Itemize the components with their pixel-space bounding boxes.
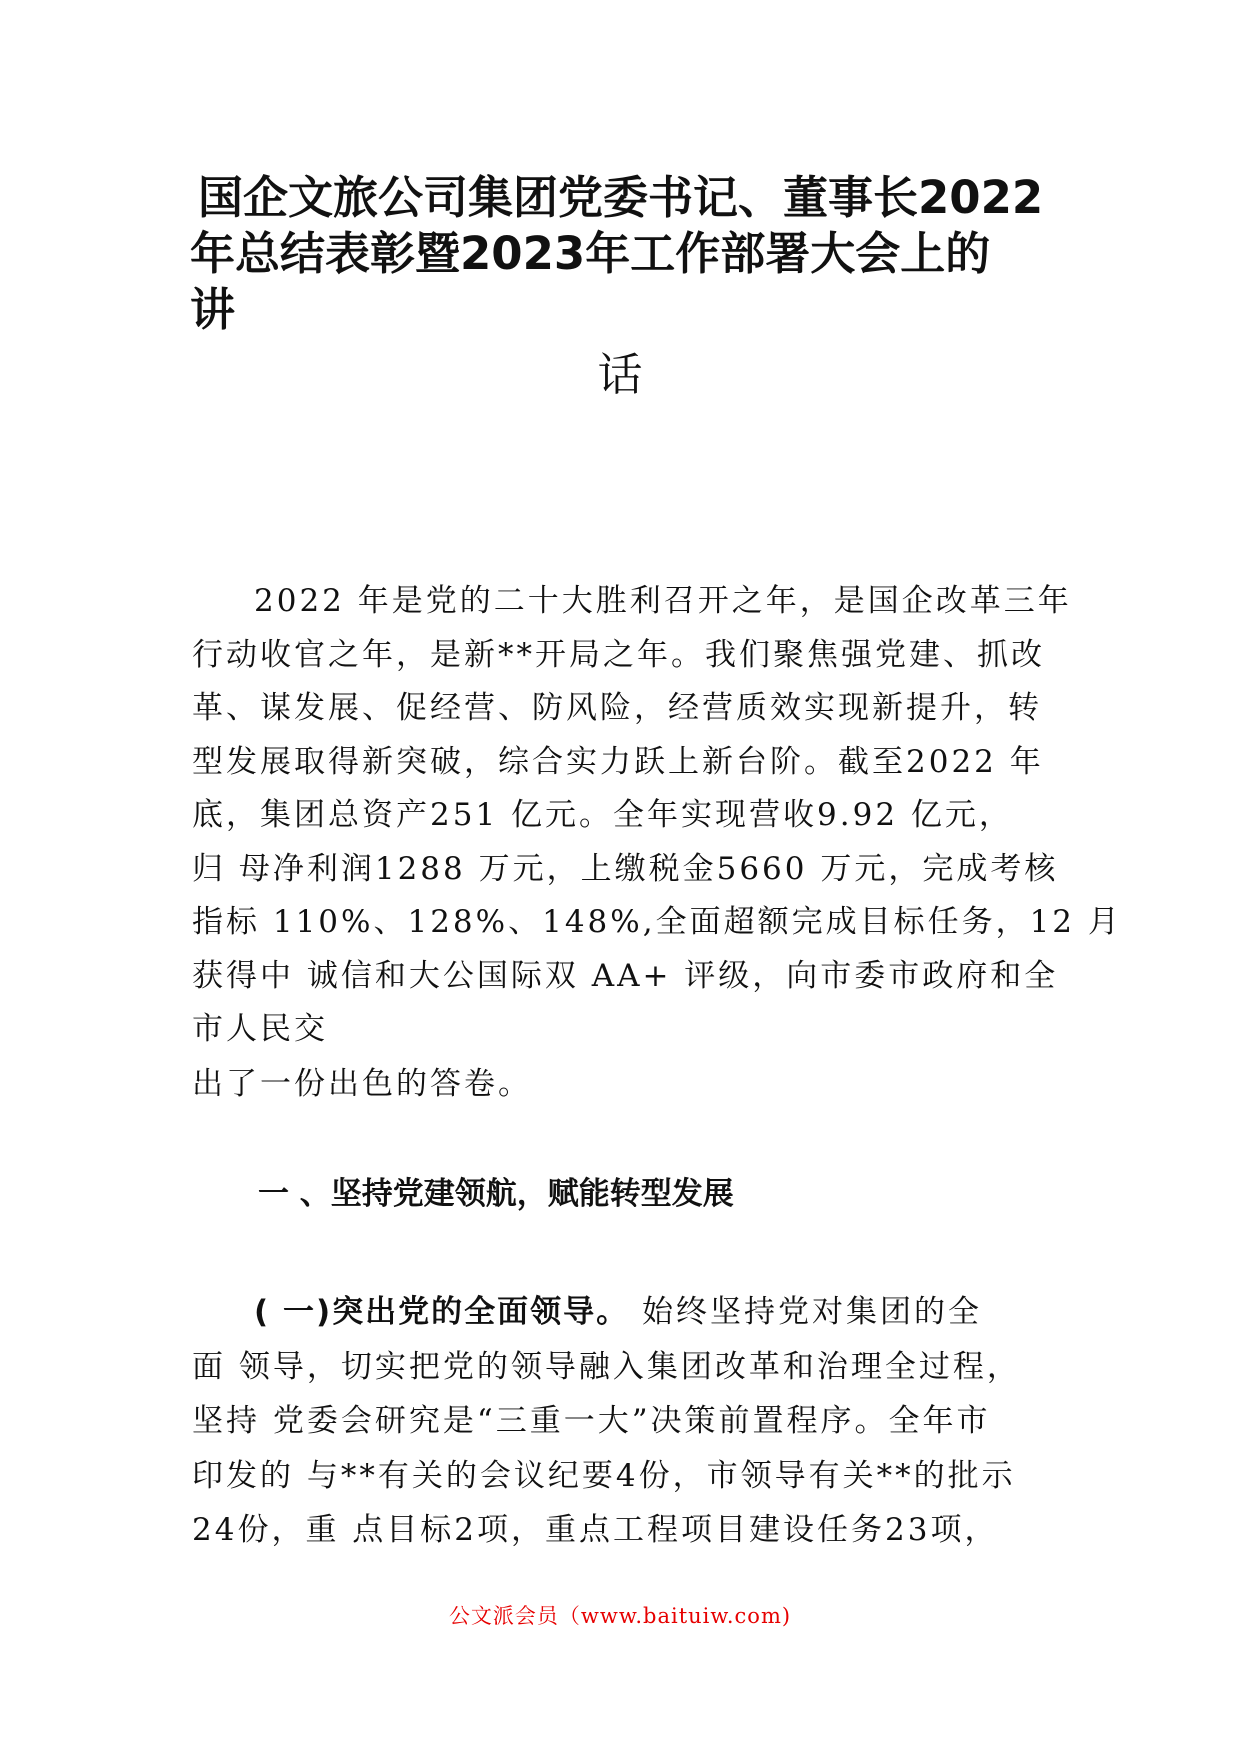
document-title: [190, 170, 1070, 338]
paragraph-line: 行动收官之年，是新**开局之年。我们聚焦强党建、抓改: [192, 636, 1045, 673]
paragraph-line: 面 领导，切实把党的领导融入集团改革和治理全过程，: [192, 1348, 1021, 1385]
paragraph-line: 市人民交: [192, 1011, 328, 1047]
paragraph-line: 获得中 诚信和大公国际双 AA+ 评级，向市委市政府和全: [192, 957, 1059, 994]
paragraph-line: 型发展取得新突破，综合实力跃上新台阶。截至2022 年: [192, 743, 1044, 780]
sub-heading: ( 一)突出党的全面领导。: [254, 1294, 630, 1330]
paragraph-text: 始终坚持党对集团的全: [629, 1294, 982, 1330]
paragraph-line: 归 母净利润1288 万元，上缴税金5660 万元，完成考核: [192, 850, 1059, 887]
footer-watermark: 公文派会员（www.baituiw.com): [448, 1604, 792, 1628]
title-line: 讲: [190, 283, 236, 336]
title-line: 国企文旅公司集团党委书记、董事长2022: [198, 171, 1044, 224]
title-line: 年总结表彰暨2023年工作部署大会上的: [190, 227, 991, 280]
section-heading: 一 、坚持党建领航，赋能转型发展: [258, 1176, 734, 1212]
paragraph-line: 印发的 与**有关的会议纪要4份，市领导有关**的批示: [192, 1457, 1016, 1494]
section-paragraph: [192, 1285, 1062, 1558]
paragraph-line: [192, 1285, 1062, 1340]
paragraph-line: 24份，重 点目标2项，重点工程项目建设任务23项，: [192, 1512, 999, 1548]
paragraph-line: 2022 年是党的二十大胜利召开之年，是国企改革三年: [254, 583, 1072, 619]
paragraph-line: 指标 110%、128%、148%,全面超额完成目标任务，12 月: [192, 904, 1122, 940]
intro-paragraph: [192, 575, 1122, 1057]
paragraph-line: 底，集团总资产251 亿元。全年实现营收9.92 亿元，: [192, 797, 1013, 833]
paragraph-line: 坚持 党委会研究是“三重一大”决策前置程序。全年市: [192, 1403, 991, 1439]
intro-closing-line: 出了一份出色的答卷。: [192, 1066, 532, 1102]
title-tail: 话: [597, 348, 643, 401]
paragraph-line: 革、谋发展、促经营、防风险，经营质效实现新提升，转: [192, 690, 1042, 726]
